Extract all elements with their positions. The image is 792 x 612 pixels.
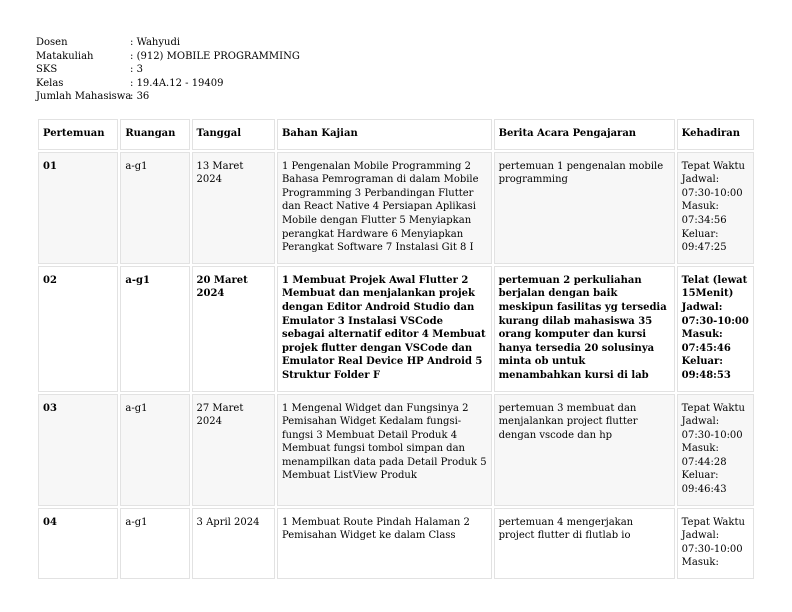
- cell-bahan-kajian: 1 Membuat Projek Awal Flutter 2 Membuat dan menjalankan projek dengan Editor Android Studio dan Emulator 3 Instalasi VSCode sebagai alternatif editor 4 Membuat projek flutter dengan VSCode dan Emulator Real Device HP Android 5 Struktur Folder F: [277, 266, 492, 392]
- cell-pertemuan: 04: [38, 508, 118, 579]
- kehadiran-status: Tepat Waktu: [681, 516, 745, 528]
- course-info: [36, 36, 300, 104]
- table-row: [38, 152, 754, 264]
- kehadiran-keluar-value: 09:46:43: [681, 484, 727, 496]
- cell-bahan-kajian: 1 Membuat Route Pindah Halaman 2 Pemisahan Widget ke dalam Class: [277, 508, 492, 579]
- kehadiran-jadwal-label: Jadwal:: [681, 530, 720, 542]
- kehadiran-keluar-label: Keluar:: [681, 356, 723, 368]
- cell-berita-acara: pertemuan 3 membuat dan menjalankan project flutter dengan vscode dan hp: [494, 394, 675, 506]
- attendance-table-container: [36, 117, 756, 612]
- matakuliah-label: Matakuliah: [36, 50, 94, 62]
- info-row-dosen: [36, 36, 300, 50]
- header-kehadiran: Kehadiran: [677, 119, 754, 150]
- cell-kehadiran: [677, 152, 754, 264]
- dosen-label: Dosen: [36, 37, 68, 48]
- cell-ruangan: a-g1: [120, 394, 189, 506]
- kehadiran-masuk-label: Masuk:: [681, 443, 719, 455]
- kehadiran-jadwal-value: 07:30-10:00: [681, 543, 743, 555]
- cell-kehadiran: [677, 394, 754, 506]
- info-row-matakuliah: [36, 50, 300, 64]
- sks-value: : 3: [130, 63, 143, 77]
- cell-kehadiran: [677, 266, 754, 392]
- header-ruangan: Ruangan: [120, 119, 189, 150]
- dosen-value: : Wahyudi: [130, 36, 180, 50]
- kehadiran-keluar-value: 09:47:25: [681, 242, 727, 254]
- cell-ruangan: a-g1: [120, 266, 189, 392]
- info-row-kelas: [36, 77, 300, 91]
- jumlah-label: Jumlah Mahasiswa: [36, 91, 132, 103]
- kehadiran-keluar-value: 09:48:53: [681, 369, 731, 381]
- kehadiran-masuk-value: 07:44:28: [681, 456, 727, 468]
- kelas-label: Kelas: [36, 77, 64, 89]
- kehadiran-jadwal-label: Jadwal:: [681, 416, 720, 428]
- cell-berita-acara: pertemuan 4 mengerjakan project flutter di flutlab io: [494, 508, 675, 579]
- cell-bahan-kajian: 1 Pengenalan Mobile Programming 2 Bahasa Pemrograman di dalam Mobile Programming 3 Perbandingan Flutter dan React Native 4 Persiapan Aplikasi Mobile dengan Flutter 5 Menyiapkan perangkat Hardware 6 Menyiapkan Perangkat Software 7 Instalasi Git 8 I: [277, 152, 492, 264]
- sks-label: SKS: [36, 64, 58, 76]
- kehadiran-keluar-label: Keluar:: [681, 228, 719, 240]
- kehadiran-masuk-label: Masuk:: [681, 329, 723, 341]
- kehadiran-jadwal-value: 07:30-10:00: [681, 315, 749, 327]
- kehadiran-jadwal-label: Jadwal:: [681, 301, 723, 313]
- kehadiran-status: Tepat Waktu: [681, 402, 745, 414]
- table-row: [38, 508, 754, 579]
- jumlah-value: : 36: [130, 90, 149, 104]
- kehadiran-masuk-value: 07:34:56: [681, 214, 727, 226]
- header-bahan-kajian: Bahan Kajian: [277, 119, 492, 150]
- kehadiran-status: Tepat Waktu: [681, 160, 745, 172]
- cell-kehadiran: [677, 508, 754, 579]
- cell-pertemuan: 01: [38, 152, 118, 264]
- cell-tanggal: 3 April 2024: [192, 508, 275, 579]
- matakuliah-value: : (912) MOBILE PROGRAMMING: [130, 50, 300, 64]
- kehadiran-jadwal-value: 07:30-10:00: [681, 429, 743, 441]
- kehadiran-jadwal-label: Jadwal:: [681, 174, 720, 186]
- cell-pertemuan: 02: [38, 266, 118, 392]
- kehadiran-status: Telat (lewat 15Menit): [681, 274, 748, 300]
- kehadiran-keluar-label: Keluar:: [681, 470, 719, 482]
- info-row-jumlah: [36, 90, 300, 104]
- cell-tanggal: 13 Maret 2024: [192, 152, 275, 264]
- header-pertemuan: Pertemuan: [38, 119, 118, 150]
- cell-berita-acara: pertemuan 1 pengenalan mobile programming: [494, 152, 675, 264]
- header-berita-acara: Berita Acara Pengajaran: [494, 119, 675, 150]
- kehadiran-masuk-label: Masuk:: [681, 201, 719, 213]
- table-header-row: [38, 119, 754, 150]
- kelas-value: : 19.4A.12 - 19409: [130, 77, 224, 91]
- kehadiran-masuk-label: Masuk:: [681, 557, 719, 569]
- attendance-table: [36, 117, 756, 581]
- info-row-sks: [36, 63, 300, 77]
- cell-ruangan: a-g1: [120, 508, 189, 579]
- cell-bahan-kajian: 1 Mengenal Widget dan Fungsinya 2 Pemisahan Widget Kedalam fungsi-fungsi 3 Membuat Detail Produk 4 Membuat fungsi tombol simpan dan menampilkan data pada Detail Produk 5 Membuat ListView Produk: [277, 394, 492, 506]
- cell-berita-acara: pertemuan 2 perkuliahan berjalan dengan baik meskipun fasilitas yg tersedia kurang dilab mahasiswa 35 orang komputer dan kursi hanya tersedia 20 solusinya minta ob untuk menambahkan kursi di lab: [494, 266, 675, 392]
- kehadiran-jadwal-value: 07:30-10:00: [681, 187, 743, 199]
- cell-pertemuan: 03: [38, 394, 118, 506]
- header-tanggal: Tanggal: [192, 119, 275, 150]
- cell-ruangan: a-g1: [120, 152, 189, 264]
- table-row: [38, 266, 754, 392]
- cell-tanggal: 27 Maret 2024: [192, 394, 275, 506]
- cell-tanggal: 20 Maret 2024: [192, 266, 275, 392]
- table-row: [38, 394, 754, 506]
- kehadiran-masuk-value: 07:45:46: [681, 342, 731, 354]
